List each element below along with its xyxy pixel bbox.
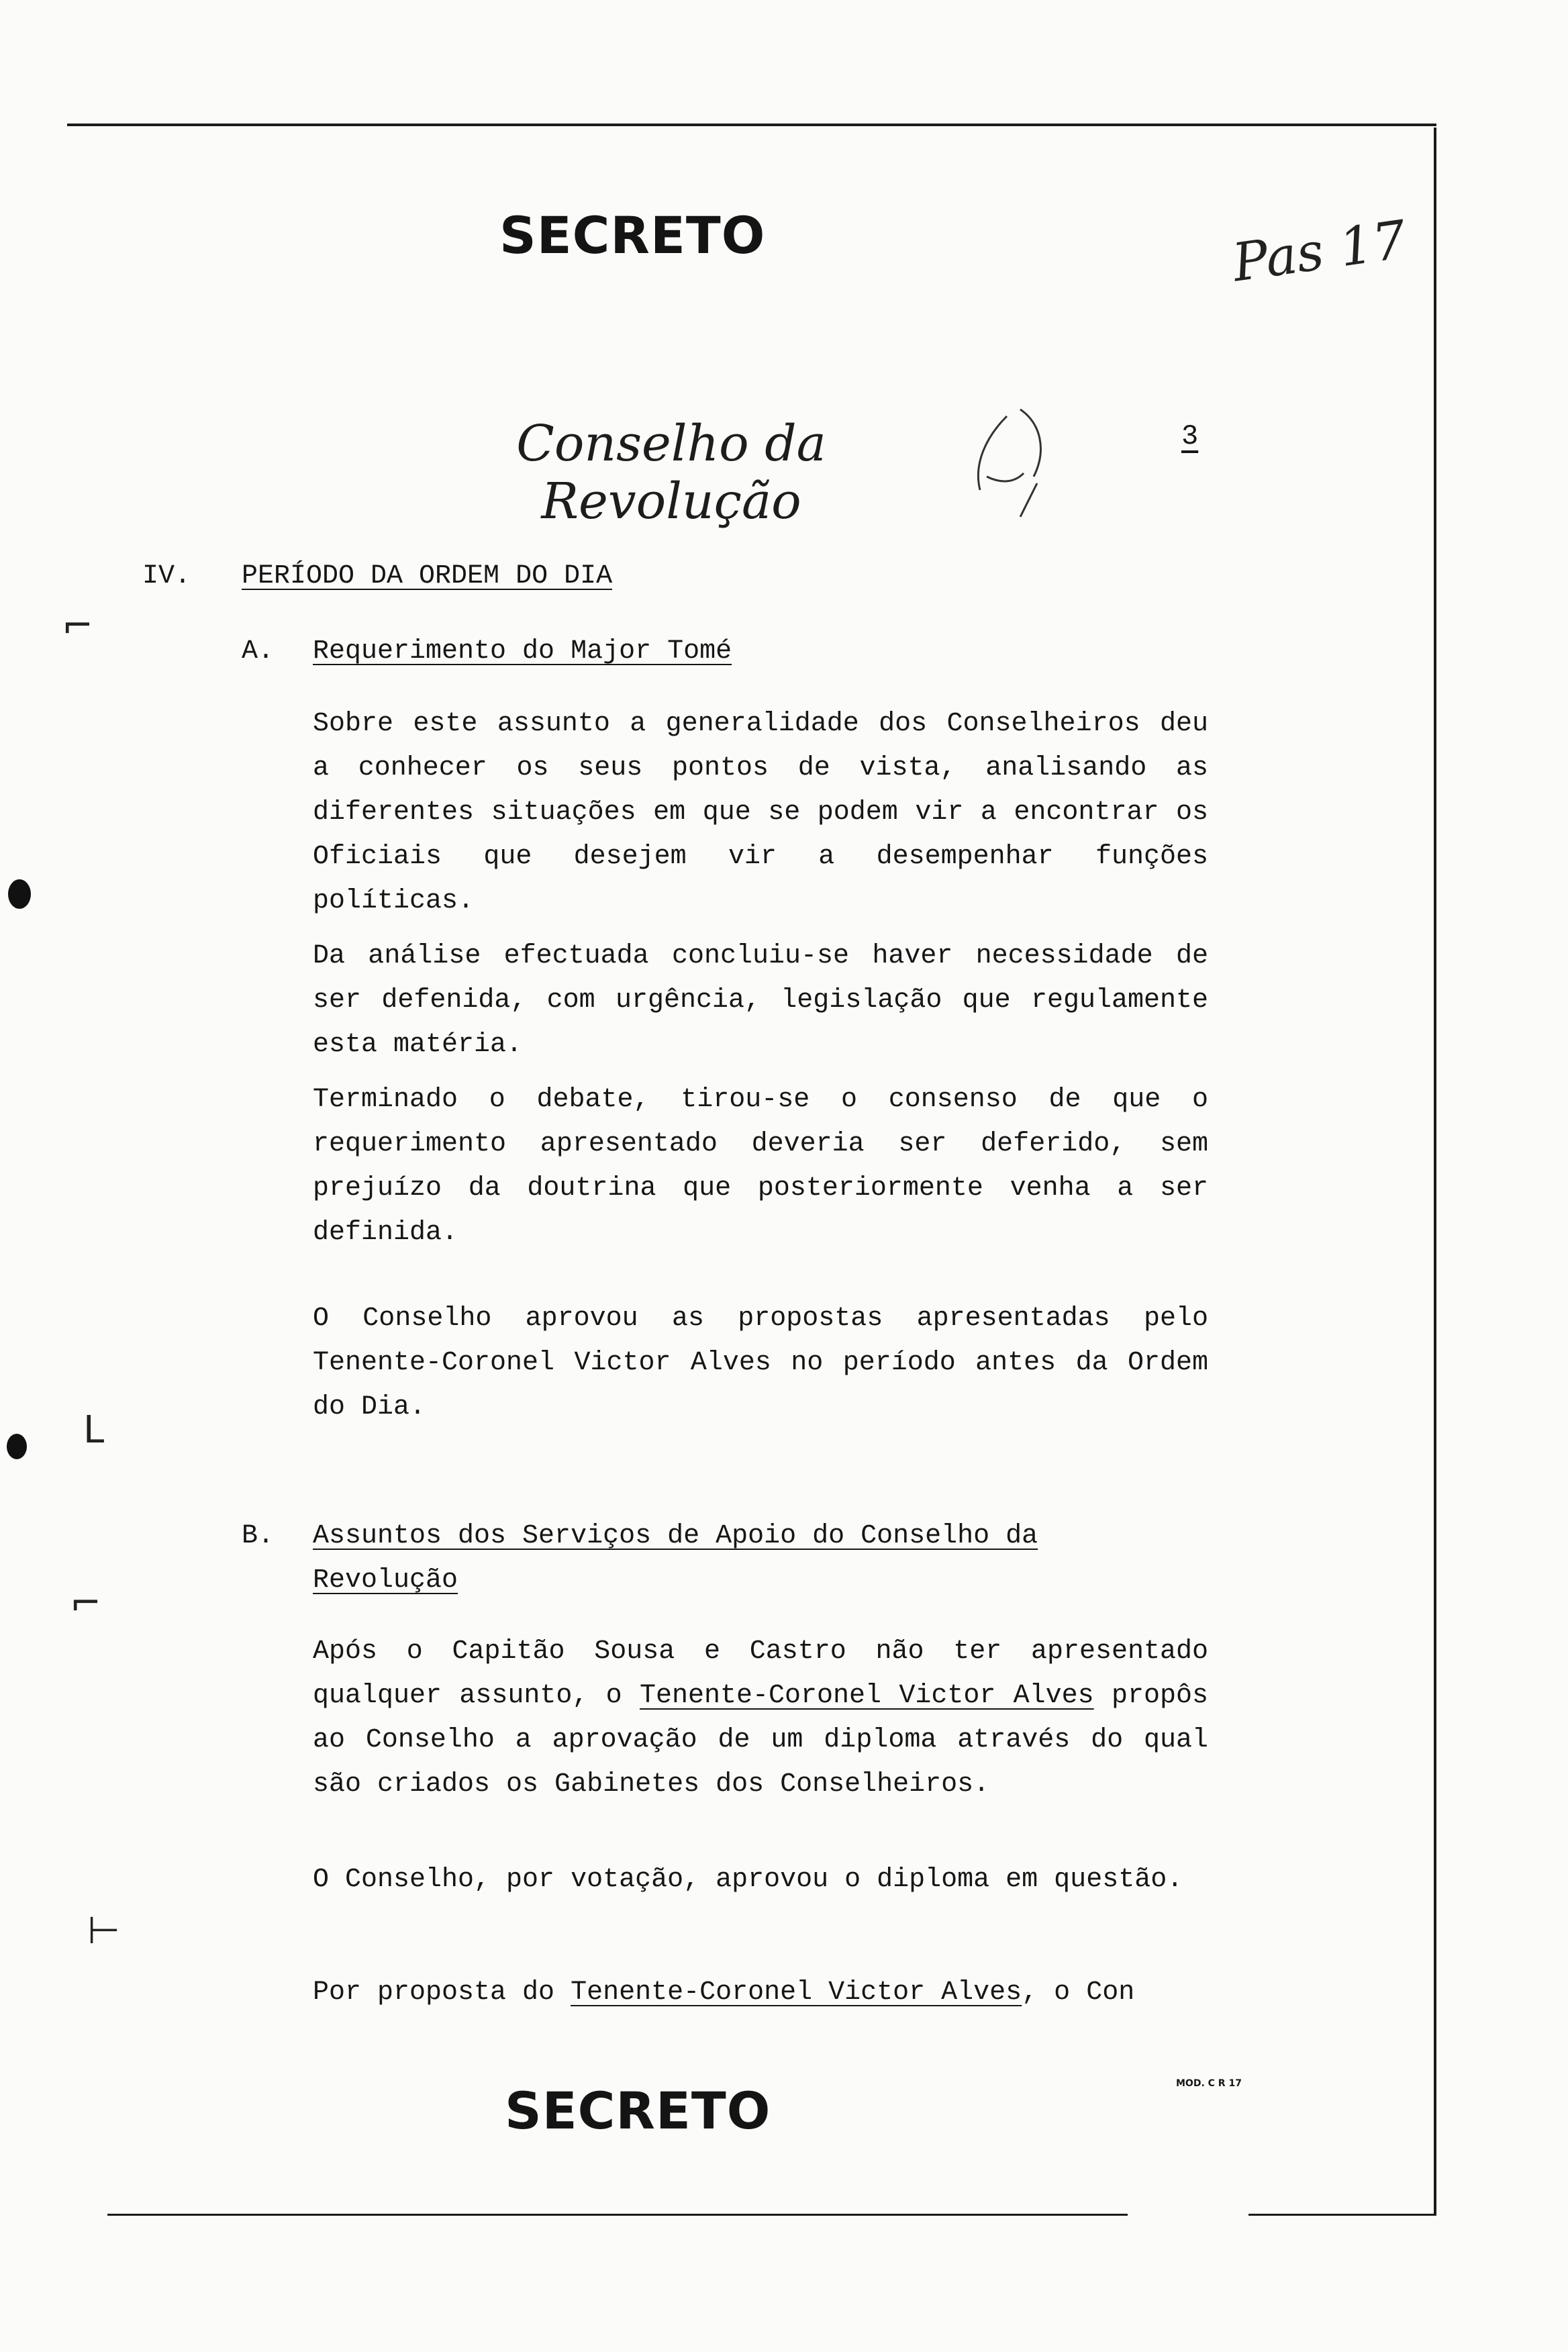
bottom-rule — [107, 2214, 1128, 2216]
item-b-paragraph-1 — [313, 1630, 1208, 1807]
letterhead: Conselho da Revolução — [516, 415, 826, 530]
punch-hole — [8, 879, 31, 909]
handwritten-scribble — [960, 389, 1061, 524]
item-b-paragraph-2: O Conselho, por votação, aprovou o diploma em questão. — [313, 1865, 1183, 1895]
handwritten-note: Pas 17 — [1229, 209, 1410, 294]
section-number: IV. — [142, 561, 191, 591]
item-a-paragraph-2: Da análise efectuada concluiu-se haver necessidade de ser defenida, com urgência, legislação que regulamente esta matéria. — [313, 941, 1208, 1060]
corner-mark: ⌐ — [62, 604, 93, 648]
item-b-p1-text: Após o Capitão Sousa e Castro não ter apresentado qualquer assunto, o — [313, 1636, 1208, 1711]
punch-hole — [7, 1434, 27, 1459]
form-code: MOD. C R 17 — [1176, 2078, 1242, 2089]
item-b-title: Assuntos dos Serviços de Apoio do Conselho da Revolução — [313, 1521, 1038, 1596]
item-b-p3-text: , o Con — [1022, 1977, 1135, 2008]
classification-bottom: SECRETO — [505, 2081, 771, 2141]
item-a-label: A. — [242, 636, 275, 667]
item-b-p1-text: propôs ao Conselho a aprovação de um diploma através do qual são criados os Gabinetes dos Conselheiros. — [313, 1681, 1208, 1800]
item-b-label: B. — [242, 1521, 275, 1551]
person-name: Tenente-Coronel Victor Alves — [571, 1977, 1022, 2008]
corner-mark: ⌐ — [70, 1581, 101, 1625]
item-b-p3-text: Por proposta do — [313, 1977, 571, 2008]
item-b-paragraph-3 — [313, 1971, 1208, 2015]
item-a-paragraph-3: Terminado o debate, tirou-se o consenso de que o requerimento apresentado deveria ser deferido, sem prejuízo da doutrina que posteriormente venha a ser definida. — [313, 1085, 1208, 1248]
right-border — [1434, 128, 1436, 2215]
section-title: PERÍODO DA ORDEM DO DIA — [242, 561, 613, 591]
page-number: 3 — [1181, 420, 1199, 452]
corner-mark: L — [83, 1408, 105, 1452]
person-name: Tenente-Coronel Victor Alves — [639, 1681, 1094, 1711]
item-a-paragraph-1: Sobre este assunto a generalidade dos Conselheiros deu a conhecer os seus pontos de vista, analisando as diferentes situações em que se podem vir a encontrar os Oficiais que desejem vir a desempenhar funções políticas. — [313, 709, 1208, 916]
top-rule — [67, 124, 1436, 126]
classification-top: SECRETO — [499, 205, 766, 265]
item-a-title: Requerimento do Major Tomé — [313, 636, 732, 667]
item-a-paragraph-4: O Conselho aprovou as propostas apresentadas pelo Tenente-Coronel Victor Alves no período antes da Ordem do Dia. — [313, 1304, 1208, 1422]
corner-mark: ⊢ — [87, 1909, 120, 1953]
bottom-rule-right — [1248, 2214, 1436, 2216]
